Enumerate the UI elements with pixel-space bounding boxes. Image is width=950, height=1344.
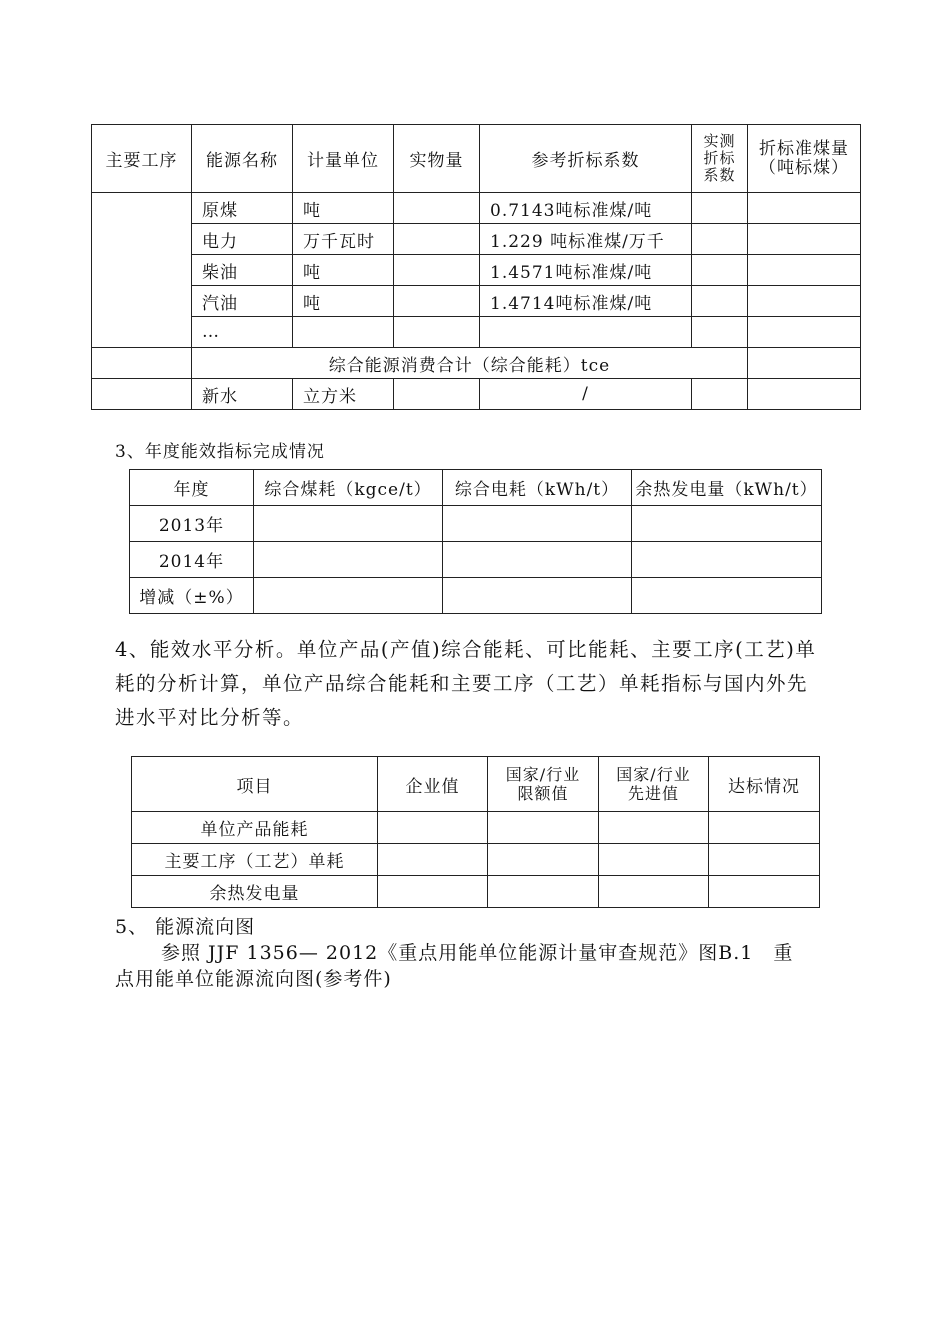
value-cell	[443, 578, 632, 614]
section5-line: 点用能单位能源流向图(参考件)	[115, 968, 392, 990]
energy-name: 柴油	[192, 255, 293, 286]
value-cell	[709, 812, 820, 844]
quantity-cell	[394, 224, 480, 255]
value-cell	[632, 506, 822, 542]
value-cell	[488, 812, 599, 844]
energy-name: 汽油	[192, 286, 293, 317]
value-cell	[632, 578, 822, 614]
item-label: 主要工序（工艺）单耗	[132, 844, 378, 876]
quantity-cell	[394, 193, 480, 224]
section4-paragraph	[115, 633, 816, 735]
measured-cell	[692, 224, 748, 255]
year-label: 2014年	[130, 542, 254, 578]
std-coal-cell	[748, 286, 861, 317]
energy-unit: 吨	[293, 286, 394, 317]
value-cell	[443, 506, 632, 542]
energy-unit: 吨	[293, 193, 394, 224]
total-label: 综合能源消费合计（综合能耗）tce	[192, 348, 748, 379]
process-cell	[92, 193, 192, 348]
header-energy-name: 能源名称	[192, 125, 293, 193]
std-coal-cell	[748, 379, 861, 410]
header-limit-value: 国家/行业 限额值	[488, 757, 599, 812]
header-compliance: 达标情况	[709, 757, 820, 812]
quantity-cell	[394, 255, 480, 286]
header-item: 项目	[132, 757, 378, 812]
ref-coef: 0.7143吨标准煤/吨	[480, 193, 692, 224]
ref-coef: 1.4714吨标准煤/吨	[480, 286, 692, 317]
section4-line: 4、能效水平分析。单位产品(产值)综合能耗、可比能耗、主要工序(工艺)单	[115, 638, 817, 661]
efficiency-benchmark-table	[131, 756, 820, 908]
header-enterprise-value: 企业值	[378, 757, 488, 812]
energy-unit: 吨	[293, 255, 394, 286]
section5-line: 参照 JJF 1356— 2012《重点用能单位能源计量审查规范》图B.1 重	[161, 942, 794, 964]
energy-unit: 万千瓦时	[293, 224, 394, 255]
value-cell	[488, 876, 599, 908]
energy-name: 原煤	[192, 193, 293, 224]
measured-cell	[692, 286, 748, 317]
energy-name: …	[192, 317, 293, 348]
measured-cell	[692, 317, 748, 348]
ref-coef: 1.229 吨标准煤/万千	[480, 224, 692, 255]
measured-cell	[692, 193, 748, 224]
value-cell	[709, 844, 820, 876]
value-cell	[378, 812, 488, 844]
total-value-cell	[748, 348, 861, 379]
measured-cell	[692, 255, 748, 286]
std-coal-cell	[748, 193, 861, 224]
section3-title: 3、年度能效指标完成情况	[115, 442, 325, 462]
std-coal-cell	[748, 224, 861, 255]
change-label: 增减（±%）	[130, 578, 254, 614]
header-process: 主要工序	[92, 125, 192, 193]
value-cell	[599, 812, 709, 844]
energy-unit: 立方米	[293, 379, 394, 410]
energy-name: 电力	[192, 224, 293, 255]
energy-unit	[293, 317, 394, 348]
ref-coef: 1.4571吨标准煤/吨	[480, 255, 692, 286]
value-cell	[599, 876, 709, 908]
quantity-cell	[394, 286, 480, 317]
header-measured-coef: 实测 折标 系数	[692, 125, 748, 193]
header-waste-heat-power: 余热发电量（kWh/t）	[632, 470, 822, 506]
header-power-consumption: 综合电耗（kWh/t）	[443, 470, 632, 506]
item-label: 单位产品能耗	[132, 812, 378, 844]
value-cell	[254, 506, 443, 542]
header-ref-coef: 参考折标系数	[480, 125, 692, 193]
section4-line: 耗的分析计算，单位产品综合能耗和主要工序（工艺）单耗指标与国内外先	[115, 672, 809, 695]
annual-efficiency-table	[129, 469, 822, 614]
header-unit: 计量单位	[293, 125, 394, 193]
quantity-cell	[394, 317, 480, 348]
std-coal-cell	[748, 255, 861, 286]
energy-consumption-table	[91, 124, 861, 410]
year-label: 2013年	[130, 506, 254, 542]
value-cell	[254, 578, 443, 614]
std-coal-cell	[748, 317, 861, 348]
measured-cell	[692, 379, 748, 410]
section4-line: 进水平对比分析等。	[115, 706, 305, 729]
value-cell	[709, 876, 820, 908]
section5-title: 5、 能源流向图	[115, 916, 256, 938]
ref-coef: /	[480, 379, 692, 410]
quantity-cell	[394, 379, 480, 410]
value-cell	[378, 844, 488, 876]
water-process-cell	[92, 379, 192, 410]
header-year: 年度	[130, 470, 254, 506]
value-cell	[599, 844, 709, 876]
value-cell	[254, 542, 443, 578]
value-cell	[378, 876, 488, 908]
item-label: 余热发电量	[132, 876, 378, 908]
value-cell	[488, 844, 599, 876]
energy-name: 新水	[192, 379, 293, 410]
total-process-cell	[92, 348, 192, 379]
value-cell	[632, 542, 822, 578]
header-std-coal: 折标准煤量 （吨标煤）	[748, 125, 861, 193]
header-advanced-value: 国家/行业 先进值	[599, 757, 709, 812]
header-quantity: 实物量	[394, 125, 480, 193]
ref-coef	[480, 317, 692, 348]
header-coal-consumption: 综合煤耗（kgce/t）	[254, 470, 443, 506]
value-cell	[443, 542, 632, 578]
